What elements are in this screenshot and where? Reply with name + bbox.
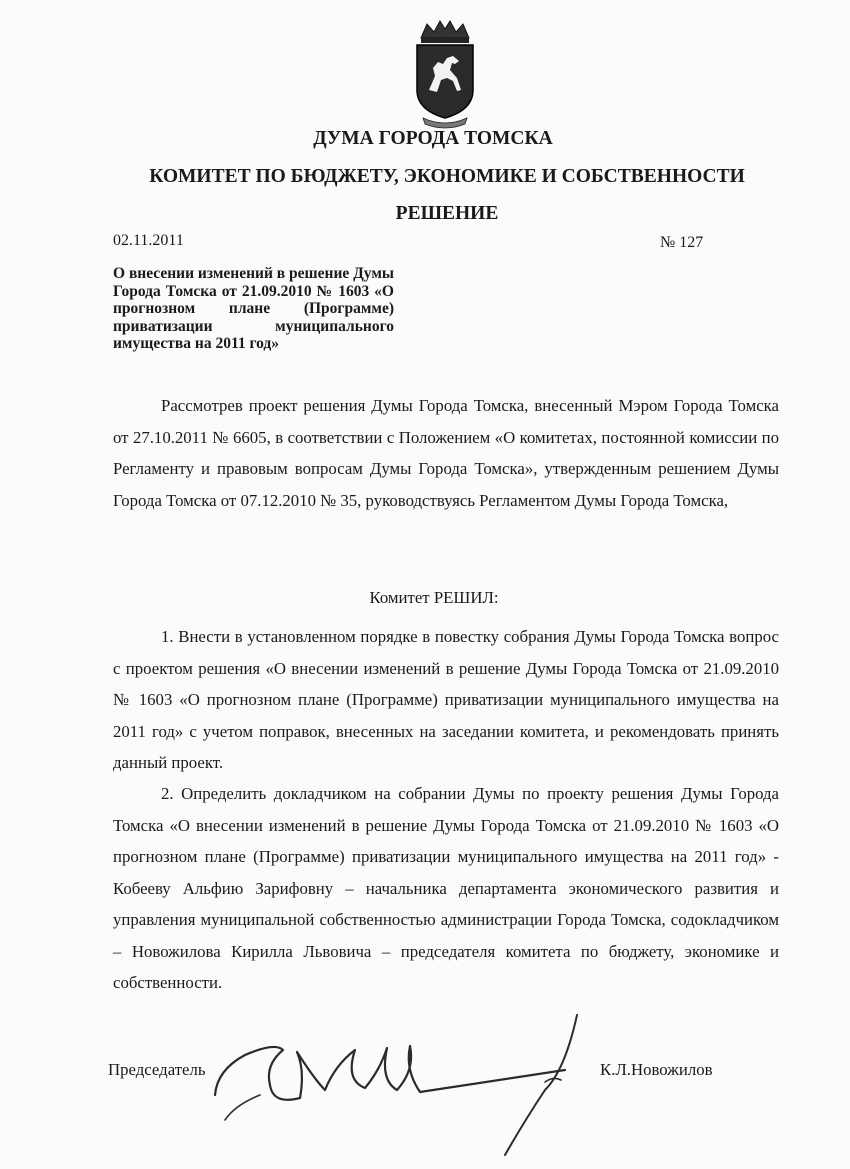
resolution-item-1: 1. Внести в установленном порядке в повестку собрания Думы Города Томска вопрос с проектом решения «О внесении изменений в решение Думы Города Томска от 21.09.2010 № 1603 «О прогнозном плане (Программе) приватизации муниципального имущества на 2011 год» с учетом поправок, внесенных на заседании комитета, и рекомендовать принять данный проект. [113, 627, 779, 772]
committee-title: КОМИТЕТ ПО БЮДЖЕТУ, ЭКОНОМИКЕ И СОБСТВЕННОСТИ [149, 166, 745, 187]
resolved-heading: Комитет РЕШИЛ: [369, 588, 499, 607]
org-title: ДУМА ГОРОДА ТОМСКА [313, 128, 553, 149]
document-subject: О внесении изменений в решение Думы Города Томска от 21.09.2010 № 1603 «О прогнозном плане (Программе) приватизации муниципального имущества на 2011 год» [113, 265, 394, 352]
handwritten-signature [205, 1010, 605, 1160]
document-type: РЕШЕНИЕ [395, 203, 499, 224]
document-number: № 127 [660, 234, 704, 251]
tomsk-coat-of-arms-icon [407, 18, 483, 130]
document-date: 02.11.2011 [113, 232, 184, 249]
signatory-name: К.Л.Новожилов [600, 1060, 713, 1079]
resolution-item-2: 2. Определить докладчиком на собрании Думы по проекту решения Думы Города Томска «О внесении изменений в решение Думы Города Томска от 21.09.2010 № 1603 «О прогнозном плане (Программе) приватизации муниципального имущества на 2011 год» - Кобееву Альфию Зарифовну – начальника департамента экономического развития и управления муниципальной собственностью администрации Города Томска, содокладчиком – Новожилова Кирилла Львовича – председателя комитета по бюджету, экономике и собственности. [113, 784, 779, 992]
signature-label: Председатель [108, 1060, 206, 1079]
intro-paragraph: Рассмотрев проект решения Думы Города Томска, внесенный Мэром Города Томска от 27.10.2011 № 6605, в соответствии с Положением «О комитетах, постоянной комиссии по Регламенту и правовым вопросам Думы Города Томска», утвержденным решением Думы Города Томска от 07.12.2010 № 35, руководствуясь Регламентом Думы Города Томска, [113, 396, 779, 510]
